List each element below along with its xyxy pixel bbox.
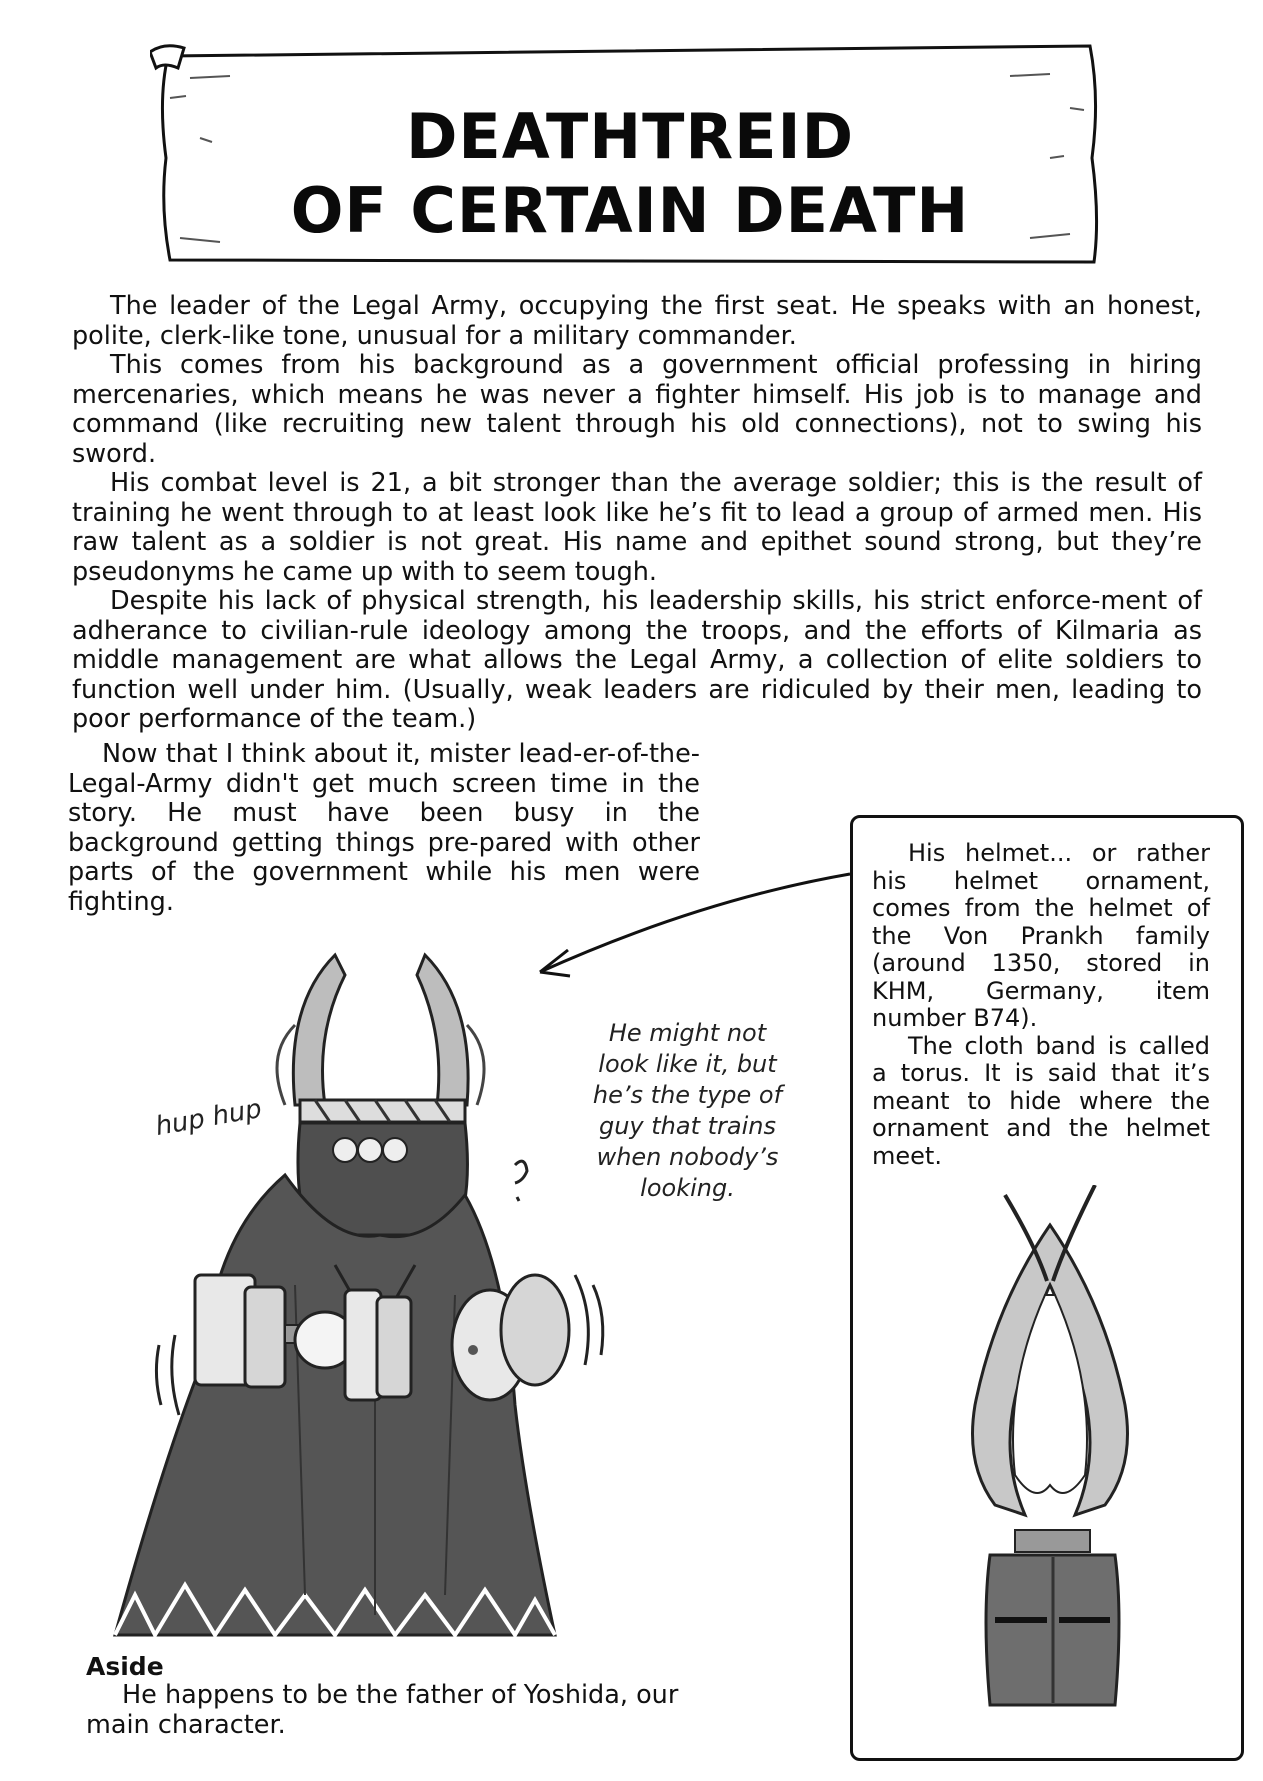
main-paragraph-3: His combat level is 21, a bit stronger than the average soldier; this is the result of training he went through to at least look like he’s fit to lead a group of armed men. His raw talent as a soldier is not great. His name and epithet sound strong, but they’re pseudonyms he came up with to seem tough. (72, 468, 1202, 587)
info-box-text (872, 840, 1210, 1170)
box-paragraph-1: His helmet... or rather his helmet ornament, comes from the helmet of the Von Prankh family (around 1350, stored in KHM, Germany, item number B74). (872, 839, 1210, 1032)
note-line: looking. (640, 1174, 735, 1202)
side-paragraph: Now that I think about it, mister lead-er-of-the-Legal-Army didn't get much screen time in the story. He must have been busy in the background getting things pre-pared with other parts of the government while his men were fighting. (68, 739, 700, 917)
note-line: he’s the type of (592, 1081, 783, 1109)
helmet-illustration (935, 1185, 1165, 1715)
note-line: He might not (608, 1019, 767, 1047)
main-paragraph-1: The leader of the Legal Army, occupying the first seat. He speaks with an honest, polite, clerk-like tone, unusual for a military commander. (72, 291, 1202, 351)
note-line: guy that trains (598, 1112, 776, 1140)
box-paragraph-2: The cloth band is called a torus. It is said that it’s meant to hide where the ornament and the helmet meet. (872, 1031, 1210, 1170)
main-body (72, 292, 1202, 735)
aside-body (86, 1681, 726, 1740)
hup-sound-effect: hup hup (153, 1093, 264, 1143)
page-title (150, 100, 1110, 248)
aside-paragraph: He happens to be the father of Yoshida, our main character. (86, 1680, 679, 1740)
main-paragraph-4: Despite his lack of physical strength, his leadership skills, his strict enforce-ment of adherance to civilian-rule ideology among the troops, and the efforts of Kilmaria as middle management are what allows the Legal Army, a collection of elite soldiers to function well under him. (Usually, weak leaders are ridiculed by their men, leading to poor performance of the team.) (72, 586, 1202, 734)
note-line: when nobody’s (596, 1143, 779, 1171)
character-illustration (95, 935, 615, 1655)
aside-heading: Aside (86, 1652, 164, 1681)
note-line: look like it, but (598, 1050, 777, 1078)
title-banner (150, 38, 1110, 270)
title-line-1: DEATHTREID (405, 100, 855, 173)
main-paragraph-2: This comes from his background as a government official professing in hiring mercenaries, which means he was never a fighter himself. His job is to manage and command (like recruiting new talent through his old connections), not to swing his sword. (72, 350, 1202, 469)
title-line-2: OF CERTAIN DEATH (290, 174, 970, 247)
